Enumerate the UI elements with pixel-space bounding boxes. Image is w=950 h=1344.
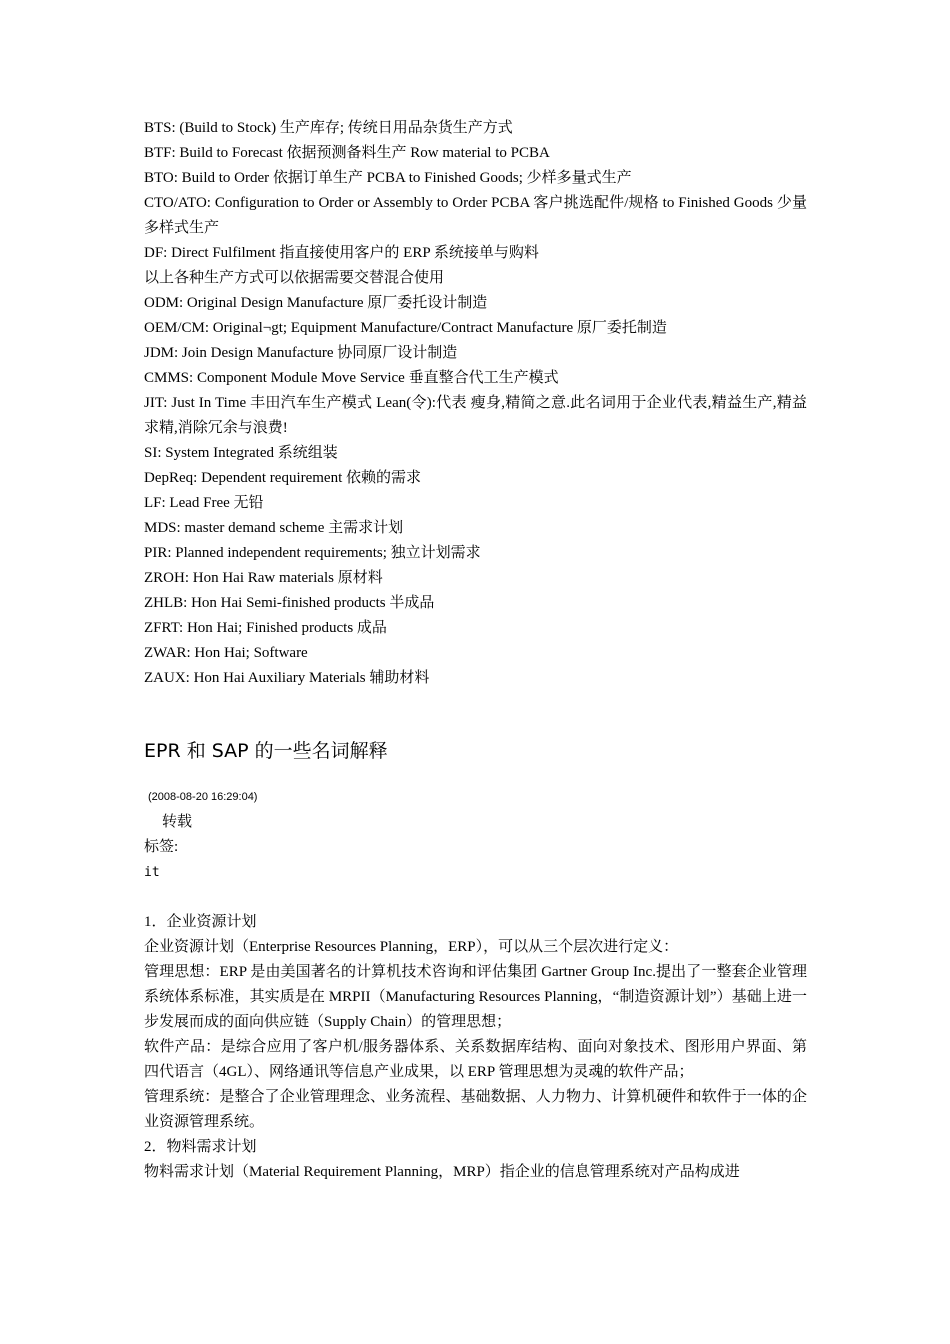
article-date: (2008-08-20 16:29:04) bbox=[148, 791, 258, 803]
paragraph-management-thought: 管理思想：ERP 是由美国著名的计算机技术咨询和评估集团 Gartner Group Inc.提出了一整套企业管理系统体系标准，其实质是在 MRPII（Manufacturing Resources Planning，“制造资源计划”）基础上进一步发展而成的面向供应链（Supply Chain）的管理思想； bbox=[144, 964, 807, 1030]
glossary-item-si: SI: System Integrated 系统组装 bbox=[144, 445, 338, 461]
glossary-item-depreq: DepReq: Dependent requirement 依赖的需求 bbox=[144, 470, 422, 486]
paragraph-mrp-definition: 物料需求计划（Material Requirement Planning，MRP）指企业的信息管理系统对产品构成进 bbox=[144, 1164, 740, 1180]
article-body bbox=[144, 910, 807, 1185]
glossary-item-odm: ODM: Original Design Manufacture 原厂委托设计制造 bbox=[144, 295, 488, 311]
glossary-list bbox=[144, 116, 807, 691]
paragraph-management-system: 管理系统：是整合了企业管理理念、业务流程、基础数据、人力物力、计算机硬件和软件于一体的企业资源管理系统。 bbox=[144, 1089, 807, 1130]
glossary-item-zaux: ZAUX: Hon Hai Auxiliary Materials 辅助材料 bbox=[144, 670, 430, 686]
section-heading-mrp: 2．物料需求计划 bbox=[144, 1139, 257, 1155]
paragraph-software-product: 软件产品：是综合应用了客户机/服务器体系、关系数据库结构、面向对象技术、图形用户界面、第四代语言（4GL）、网络通讯等信息产业成果，以 ERP 管理思想为灵魂的软件产品； bbox=[144, 1039, 807, 1080]
spacer bbox=[144, 885, 807, 910]
article-meta bbox=[144, 785, 807, 885]
glossary-item-mds: MDS: master demand scheme 主需求计划 bbox=[144, 520, 404, 536]
glossary-item-zhlb: ZHLB: Hon Hai Semi-finished products 半成品 bbox=[144, 595, 435, 611]
glossary-item-bts: BTS: (Build to Stock) 生产库存; 传统日用品杂货生产方式 bbox=[144, 120, 513, 136]
glossary-item-lf: LF: Lead Free 无铅 bbox=[144, 495, 264, 511]
glossary-item-jit: JIT: Just In Time 丰田汽车生产模式 Lean(令):代表 瘦身,精简之意.此名词用于企业代表,精益生产,精益求精,消除冗余与浪费! bbox=[144, 395, 807, 436]
tags-label: 标签: bbox=[144, 839, 179, 855]
glossary-item-pir: PIR: Planned independent requirements; 独立计划需求 bbox=[144, 545, 481, 561]
document-page bbox=[144, 116, 807, 1185]
glossary-item-zfrt: ZFRT: Hon Hai; Finished products 成品 bbox=[144, 620, 387, 636]
article-title: EPR 和 SAP 的一些名词解释 bbox=[144, 740, 388, 762]
glossary-item-zroh: ZROH: Hon Hai Raw materials 原材料 bbox=[144, 570, 383, 586]
glossary-item-cmms: CMMS: Component Module Move Service 垂直整合代工生产模式 bbox=[144, 370, 559, 386]
repost-label: 转载 bbox=[162, 814, 193, 830]
glossary-item-zwar: ZWAR: Hon Hai; Software bbox=[144, 645, 308, 661]
tag-link[interactable]: it bbox=[144, 865, 160, 880]
glossary-note: 以上各种生产方式可以依据需要交替混合使用 bbox=[144, 270, 445, 286]
glossary-item-df: DF: Direct Fulfilment 指直接使用客户的 ERP 系统接单与购料 bbox=[144, 245, 539, 261]
paragraph-erp-definition: 企业资源计划（Enterprise Resources Planning，ERP），可以从三个层次进行定义： bbox=[144, 939, 679, 955]
glossary-item-cto-ato: CTO/ATO: Configuration to Order or Assembly to Order PCBA 客户挑选配件/规格 to Finished Goods 少量多样式生产 bbox=[144, 195, 807, 236]
glossary-item-btf: BTF: Build to Forecast 依据预测备料生产 Row material to PCBA bbox=[144, 145, 550, 161]
section-heading-erp: 1．企业资源计划 bbox=[144, 914, 257, 930]
glossary-item-bto: BTO: Build to Order 依据订单生产 PCBA to Finished Goods; 少样多量式生产 bbox=[144, 170, 632, 186]
glossary-item-oem-cm: OEM/CM: Original¬gt; Equipment Manufacture/Contract Manufacture 原厂委托制造 bbox=[144, 320, 667, 336]
glossary-item-jdm: JDM: Join Design Manufacture 协同原厂设计制造 bbox=[144, 345, 458, 361]
